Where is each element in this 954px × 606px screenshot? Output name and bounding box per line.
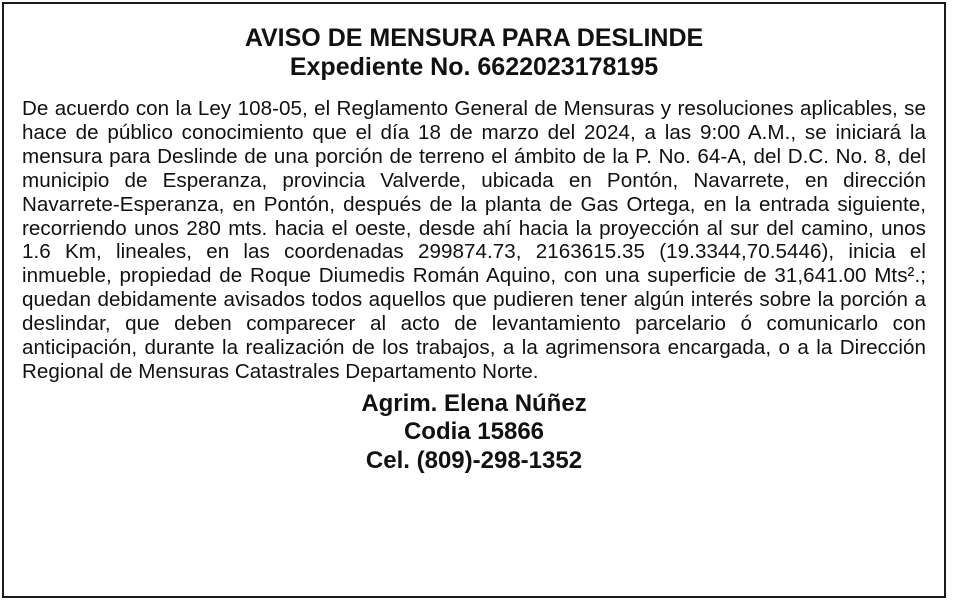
notice-body: De acuerdo con la Ley 108-05, el Reglamento General de Mensuras y resoluciones aplicables, se hace de público conocimiento que el día 18 de marzo del 2024, a las 9:00 A.M., se iniciará la mensura para Deslinde de una porción de terreno el ámbito de la P. No. 64-A, del D.C. No. 8, del municipio de Esperanza, provincia Valverde, ubicada en Pontón, Navarrete, en dirección Navarrete-Esperanza, en Pontón, después de la planta de Gas Ortega, en la entrada siguiente, recorriendo unos 280 mts. hacia el oeste, desde ahí hacia la proyección al sur del camino, unos 1.6 Km, lineales, en las coordenadas 299874.73, 2163615.35 (19.3344,70.5446), inicia el inmueble, propiedad de Roque Diumedis Román Aquino, con una superficie de 31,641.00 Mts².; quedan debidamente avisados todos aquellos que pudieren tener algún interés sobre la porción a deslindar, que deben comparecer al acto de levantamiento parcelario ó comunicarlo con anticipación, durante la realización de los trabajos, a la agrimensora encargada, o a la Dirección Regional de Mensuras Catastrales Departamento Norte.: [22, 97, 926, 383]
signature-block: [22, 390, 926, 476]
phone-number: Cel. (809)-298-1352: [365, 446, 583, 474]
surveyor-name: Agrim. Elena Núñez: [361, 389, 587, 417]
file-number: Expediente No. 6622023178195: [289, 53, 659, 81]
codia-number: Codia 15866: [403, 418, 545, 446]
notice-title: AVISO DE MENSURA PARA DESLINDE: [244, 24, 704, 52]
legal-notice: [2, 2, 946, 598]
